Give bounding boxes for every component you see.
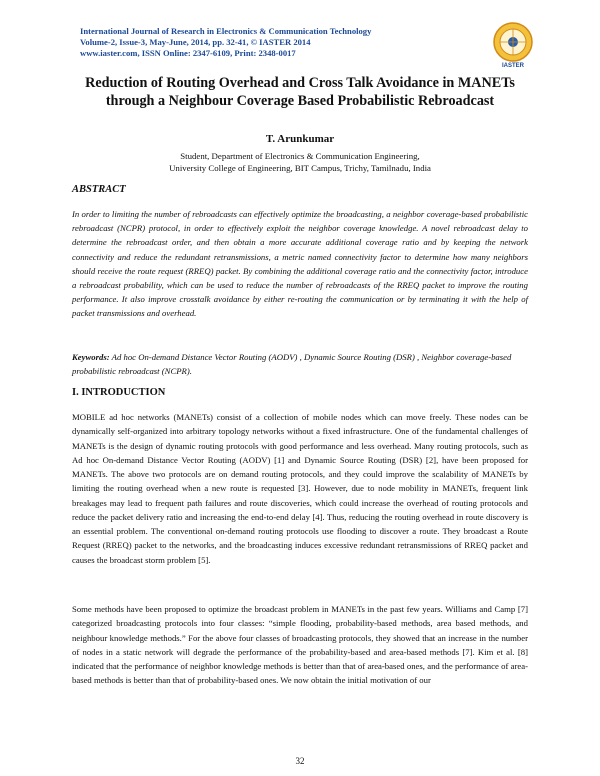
iaster-logo (484, 20, 542, 70)
paper-title: Reduction of Routing Overhead and Cross Talk Avoidance in MANETs through a Neighbour Coverage Based Probabilistic Rebroadcast (85, 75, 515, 109)
journal-volume: Volume-2, Issue-3, May-June, 2014, pp. 32-41, © IASTER 2014 (80, 37, 311, 47)
intro-paragraph-2: Some methods have been proposed to optimize the broadcast problem in MANETs in the past few years. Williams and Camp [7] categorized broadcasting protocols into four classes: “simple flooding, probability-based methods, area based methods, and neighbour knowledge methods.” For the above four classes of broadcasting protocols, they showed that an increase in the number of nodes in a static network will degrade the performance of the probability-based and area-based methods [7]. Kim et al. [8] indicated that the performance of neighbor knowledge methods is better than that of area-based ones, and the performance of area-based methods is better than that of probability-based ones. We now obtain the initial motivation of our (72, 604, 528, 686)
journal-header (80, 26, 520, 59)
keywords-text: Ad hoc On-demand Distance Vector Routing (AODV) , Dynamic Source Routing (DSR) , Neighbor coverage-based probabilistic rebroadcast (NCPR). (72, 352, 512, 376)
abstract-text: In order to limiting the number of rebroadcasts can effectively optimize the broadcasting, a neighbor coverage-based probabilistic rebroadcast (NCPR) protocol, in order to effectively exploit the neighbor coverage knowledge. A novel rebroadcast delay to determine the rebroadcast order, and then obtain a more accurate additional coverage ratio and by keeping the network connectivity and reduce the redundant retransmissions, a metric named connectivity factor to determine how many neighbors should receive the route request (RREQ) packet. By combining the additional coverage ratio and the connectivity factor, introduce a rebroadcast probability, which can be used to reduce the number of rebroadcasts of the RREQ packet to improve the routing performance. It also improve crosstalk avoidance by either re-routing the communication or by terminating it with the help of packet transmissions and overhead. (72, 209, 528, 319)
keywords-label: Keywords: (72, 352, 110, 362)
section-heading-introduction: I. INTRODUCTION (72, 387, 166, 398)
author-affiliation (60, 150, 540, 174)
affiliation-line-1: Student, Department of Electronics & Communication Engineering, (180, 151, 420, 161)
page-number: 32 (295, 756, 305, 766)
journal-issn: www.iaster.com, ISSN Online: 2347-6109, Print: 2348-0017 (80, 48, 296, 58)
intro-paragraph-1: MOBILE ad hoc networks (MANETs) consist of a collection of mobile nodes which can move freely. These nodes can be dynamically self-organized into arbitrary topology networks without a fixed infrastructure. One of the fundamental challenges of MANETs is the design of dynamic routing protocols with good performance and less overhead. Many routing protocols, such as Ad hoc On-demand Distance Vector Routing (AODV) [1] and Dynamic Source Routing (DSR) [2], have been proposed for MANETs. The above two protocols are on demand routing protocols, and they could improve the scalability of MANETs by limiting the routing overhead when a new route is requested [3]. However, due to node mobility in MANETs, frequent link breakages may lead to frequent path failures and route discoveries, which could increase the overhead of routing protocols and reduce the packet delivery ratio and increasing the end-to-end delay [4]. Thus, reducing the routing overhead in route discovery is an essential problem. The conventional on-demand routing protocols use flooding to discover a route. They broadcast a Route Request (RREQ) packet to the networks, and the broadcasting induces excessive redundant retransmissions of RREQ packet and causes the broadcast storm problem [5]. (72, 412, 528, 565)
svg-text:IASTER: IASTER (501, 63, 525, 69)
journal-name: International Journal of Research in Electronics & Communication Technology (80, 26, 372, 36)
author-name: T. Arunkumar (265, 133, 335, 145)
abstract-heading: ABSTRACT (72, 184, 126, 195)
keywords (72, 350, 528, 378)
affiliation-line-2: University College of Engineering, BIT Campus, Trichy, Tamilnadu, India (169, 163, 431, 173)
